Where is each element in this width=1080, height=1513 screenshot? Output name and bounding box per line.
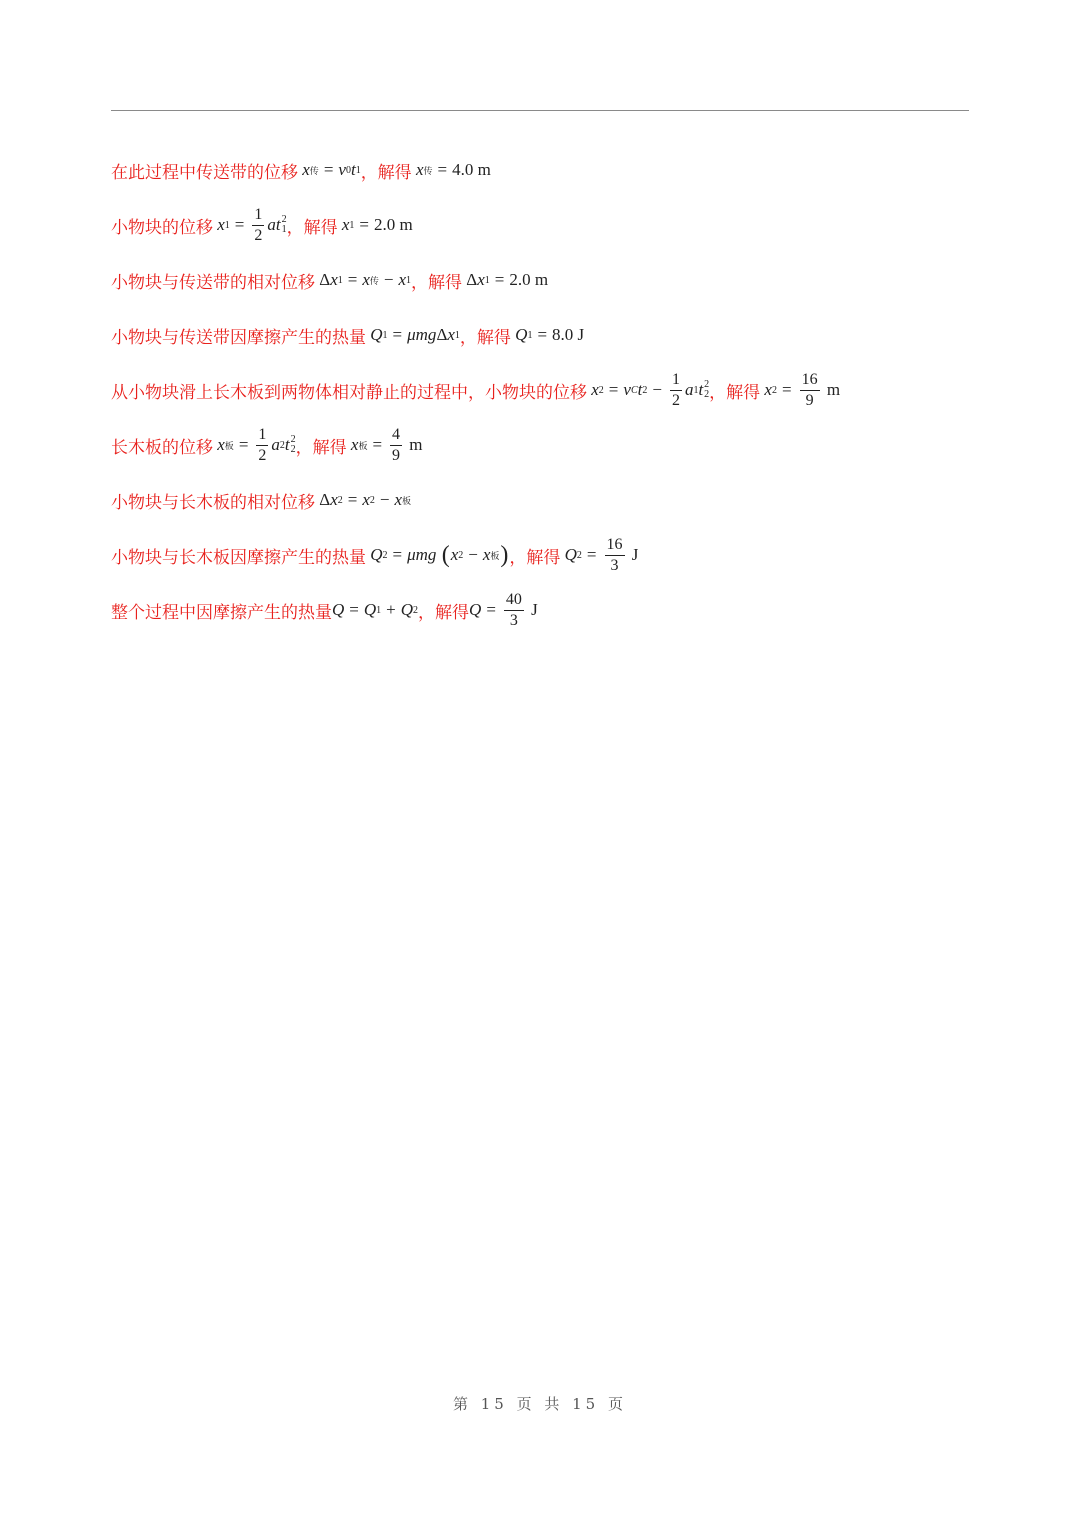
result: Q 2 = $\frac{16}{3}$ J (564, 535, 639, 574)
formula: Q 1 = μmg Δ x 1 (370, 325, 460, 344)
solution-line-2 (111, 203, 413, 247)
formula: Δ x 1 = x 传 − x 1 (315, 270, 412, 289)
result: x 1 = 2.0 m (341, 215, 413, 234)
line-text: 在此过程中传送带的位移 (111, 162, 298, 183)
fraction: $\frac{40}{3}$ (505, 590, 522, 629)
solution-line-8 (111, 533, 638, 577)
formula: x 1 = $\frac{1}{2}$ at 2 1 (217, 205, 287, 244)
solution-line-4 (111, 313, 584, 357)
line-text: 小物块与长木板的相对位移 (111, 492, 315, 513)
formula: x 2 = v C t 2 − $\frac{1}{2}$ a 1 t 2 2 (591, 370, 710, 409)
fraction: $\frac{4}{9}$ (392, 425, 401, 464)
result: Q 1 = 8.0 J (515, 325, 585, 344)
solution-line-3 (111, 258, 548, 302)
formula: x 传 = v 0 t 1 (302, 160, 361, 179)
fraction: $\frac{16}{9}$ (801, 370, 818, 409)
formula: Q 2 = μmg ( x 2 − x 板 ) (370, 542, 509, 568)
header-rule (111, 110, 969, 111)
solution-line-9 (111, 588, 538, 632)
fraction: $\frac{1}{2}$ (254, 205, 263, 244)
formula: x 板 = $\frac{1}{2}$ a 2 t 2 2 (217, 425, 296, 464)
line-text: 整个过程中因摩擦产生的热量 (111, 602, 332, 623)
line-text: 小物块与传送带因摩擦产生的热量 (111, 327, 366, 348)
result: Q = $\frac{40}{3}$ J (469, 590, 538, 629)
line-sep: ，解得 (418, 602, 470, 623)
fraction: $\frac{1}{2}$ (671, 370, 680, 409)
solution-line-5 (111, 368, 840, 412)
line-text: 小物块的位移 (111, 217, 213, 238)
line-text: 小物块与长木板因摩擦产生的热量 (111, 547, 366, 568)
line-sep: ，解得 (286, 217, 338, 238)
line-text: 小物块与传送带的相对位移 (111, 272, 315, 293)
line-sep: ，解得 (709, 382, 761, 403)
line-sep: ，解得 (509, 547, 561, 568)
solution-line-6 (111, 423, 423, 467)
result: Δ x 1 = 2.0 m (462, 270, 549, 289)
line-sep: ，解得 (295, 437, 347, 458)
page-footer: 第 15 页 共 15 页 (452, 1395, 627, 1413)
line-text: 长木板的位移 (111, 437, 213, 458)
solution-line-1 (111, 148, 491, 192)
line-sep: ，解得 (459, 327, 511, 348)
line-text: 从小物块滑上长木板到两物体相对静止的过程中，小物块的位移 (111, 382, 587, 403)
result: x 传 = 4.0 m (415, 160, 491, 179)
formula: Δ x 2 = x 2 − x 板 (315, 490, 412, 509)
line-sep: ，解得 (360, 162, 412, 183)
result: x 2 = $\frac{16}{9}$ m (764, 370, 841, 409)
fraction: $\frac{16}{3}$ (606, 535, 623, 574)
formula: Q = Q 1 + Q 2 (332, 600, 419, 619)
fraction: $\frac{1}{2}$ (258, 425, 267, 464)
solution-line-7 (111, 478, 411, 522)
result: x 板 = $\frac{4}{9}$ m (350, 425, 423, 464)
line-sep: ，解得 (411, 272, 463, 293)
